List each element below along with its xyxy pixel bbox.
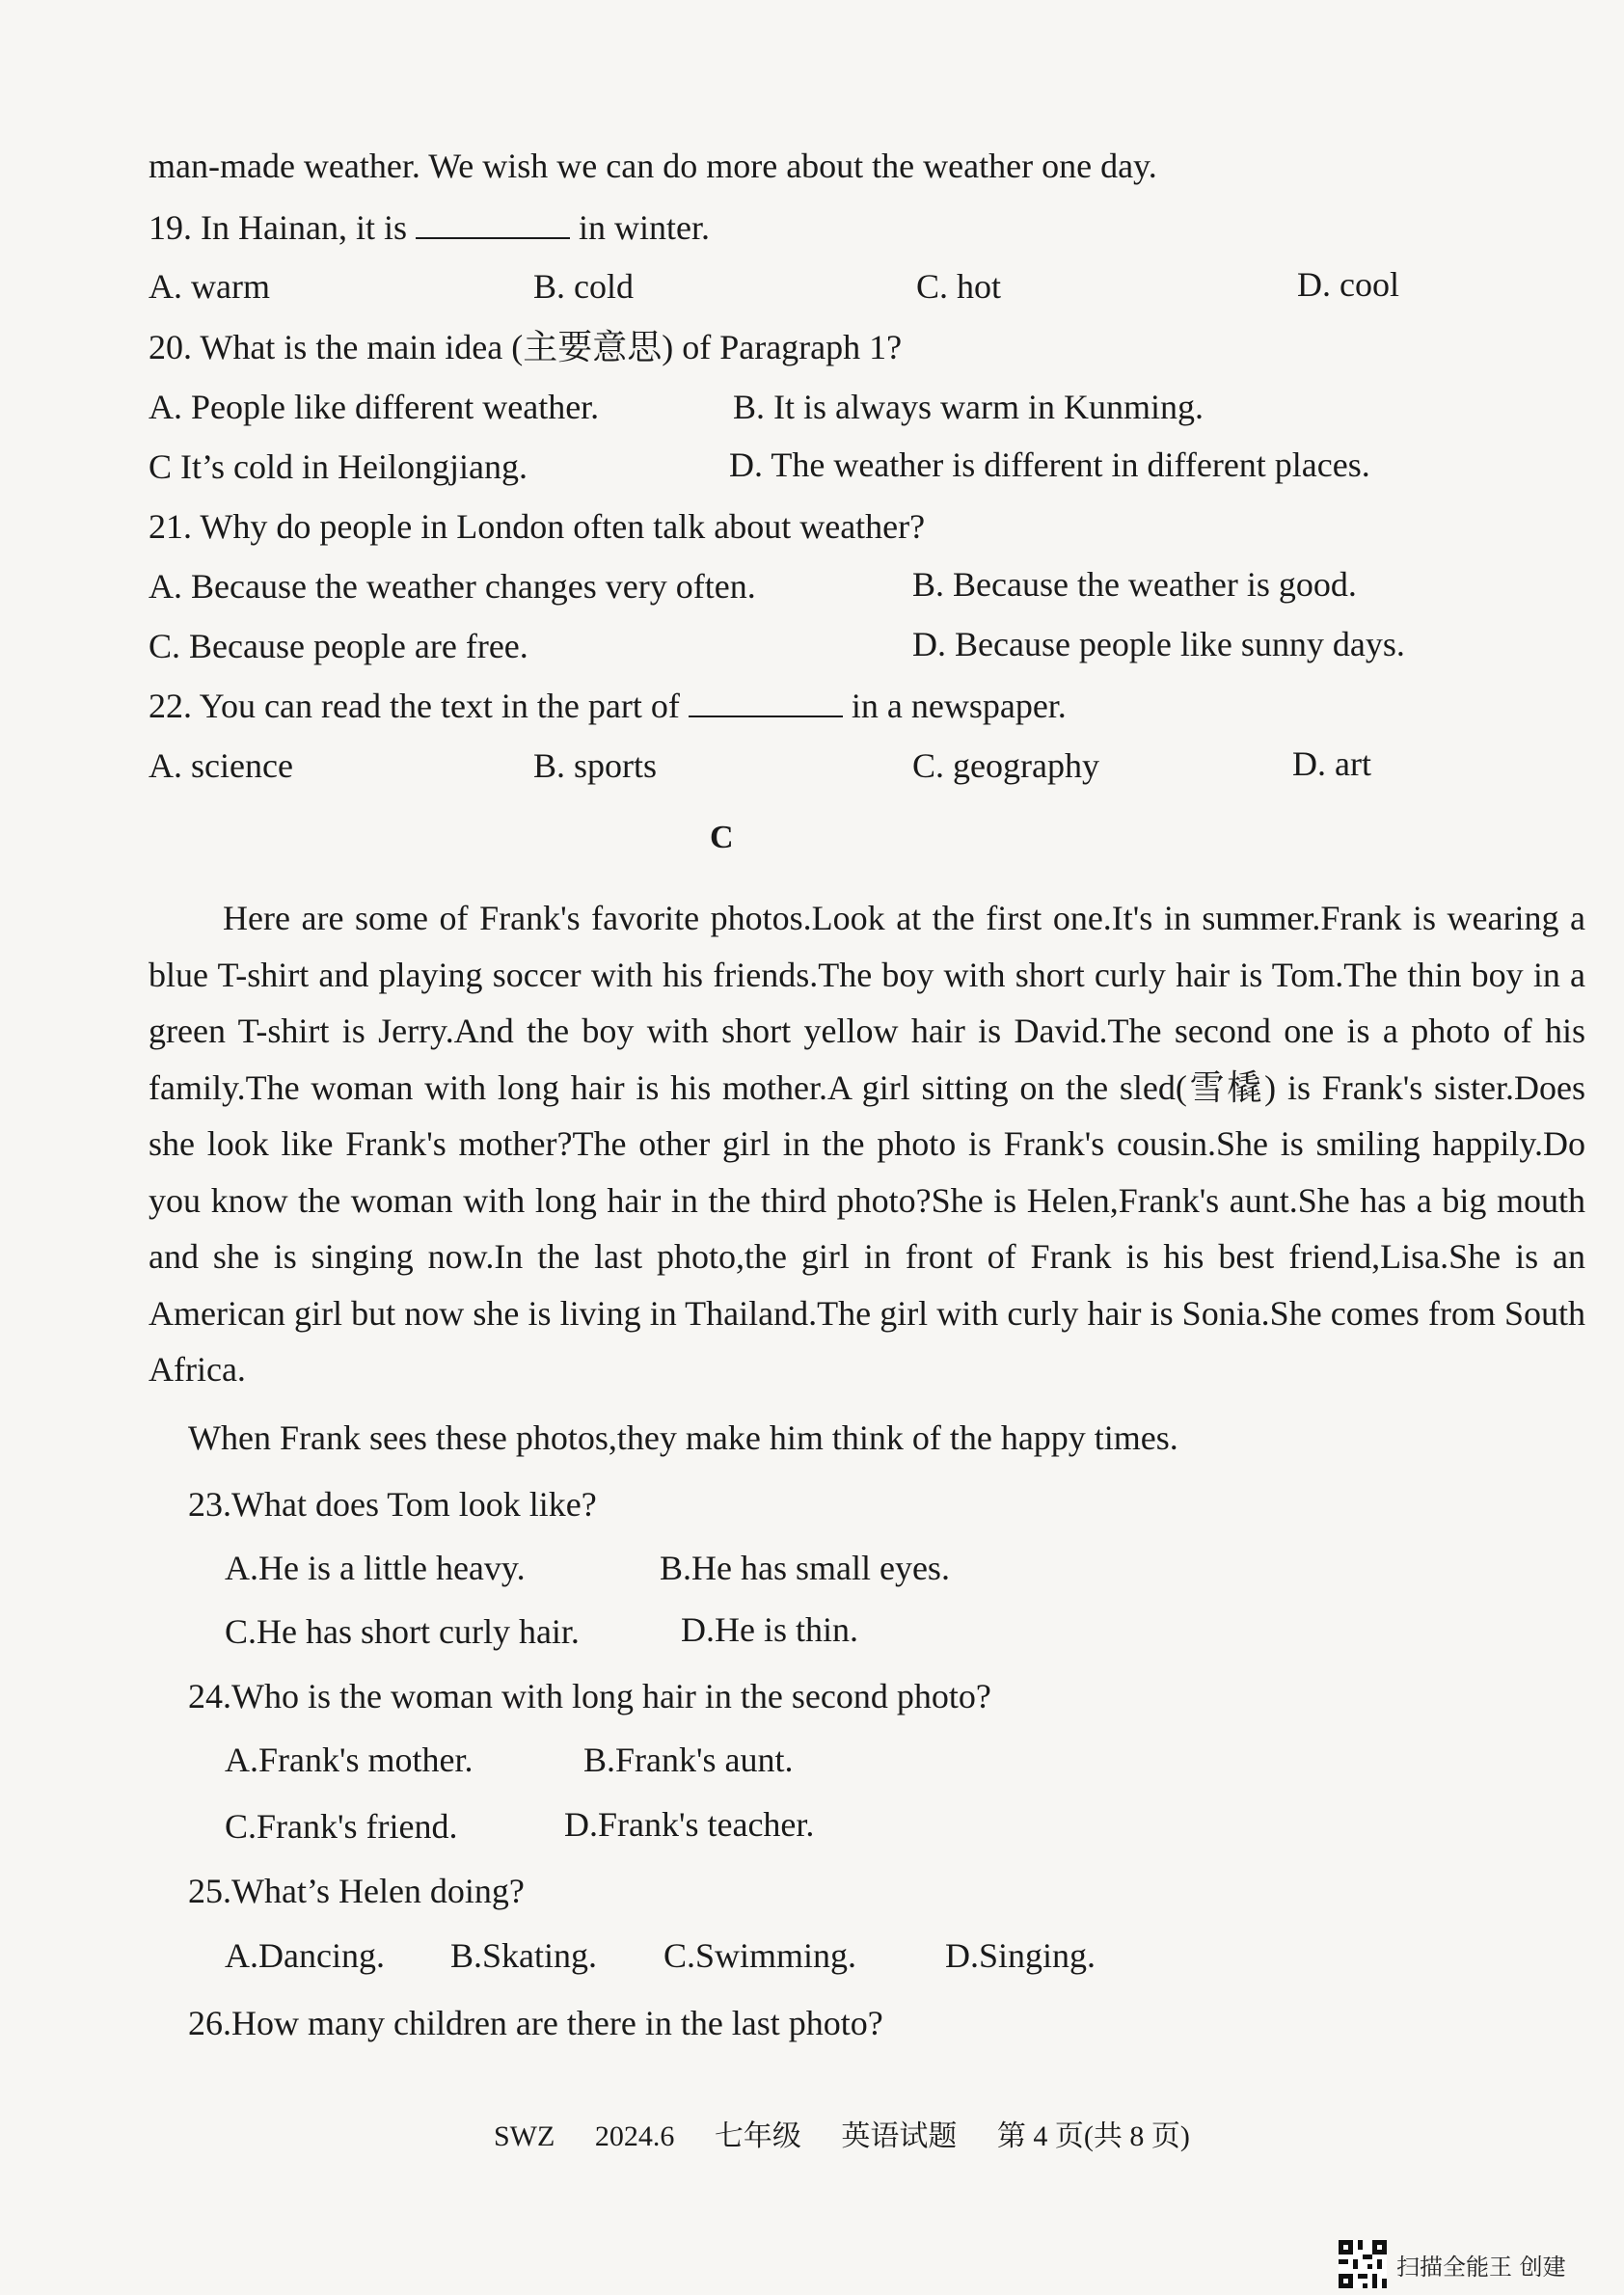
option-22-b: B. sports xyxy=(533,746,658,785)
option-22-a: A. science xyxy=(149,746,293,785)
section-heading: C xyxy=(710,820,734,855)
option-24-d: D.Frank's teacher. xyxy=(564,1805,815,1844)
question-19 xyxy=(149,206,710,249)
option-21-b: B. Because the weather is good. xyxy=(912,565,1357,604)
question-19-stem-end: in winter. xyxy=(578,208,710,247)
footer-code: SWZ xyxy=(494,2120,555,2152)
option-25-c: C.Swimming. xyxy=(663,1936,857,1975)
option-23-d: D.He is thin. xyxy=(681,1610,858,1649)
option-25-d: D.Singing. xyxy=(945,1936,1096,1975)
option-19-c: C. hot xyxy=(916,267,1002,306)
option-24-b: B.Frank's aunt. xyxy=(583,1741,794,1779)
passage-paragraph: Here are some of Frank's favorite photos.Look at the first one.It's in summer.Frank is wearing a blue T-shirt and playing soccer with his friends.The boy with short curly hair is Tom.The thin boy in a green T-shirt is Jerry.And the boy with short yellow hair is David.The second one is a photo of his family.The woman with long hair is his mother.A girl sitting on the sled(雪橇) is Frank's sister.Does she look like Frank's mother?The other girl in the photo is Frank's cousin.She is smiling happily.Do you know the woman with long hair in the third photo?She is Helen,Frank's aunt.She has a big mouth and she is singing now.In the last photo,the girl in front of Frank is his best friend,Lisa.She is an American girl but now she is living in Thailand.The girl with curly hair is Sonia.She comes from South Africa. xyxy=(149,899,1585,1389)
question-22-stem-end: in a newspaper. xyxy=(851,687,1067,725)
qr-code-icon xyxy=(1339,2240,1387,2288)
option-22-c: C. geography xyxy=(912,746,1099,785)
option-23-c: C.He has short curly hair. xyxy=(225,1612,580,1651)
question-21: 21. Why do people in London often talk about weather? xyxy=(149,507,926,546)
reading-passage xyxy=(149,890,1585,1398)
option-19-a: A. warm xyxy=(149,267,270,306)
option-24-c: C.Frank's friend. xyxy=(225,1807,458,1846)
option-19-b: B. cold xyxy=(533,267,634,306)
passage-b-last-line: man-made weather. We wish we can do more about the weather one day. xyxy=(149,147,1157,185)
question-20: 20. What is the main idea (主要意思) of Paragraph 1? xyxy=(149,328,903,366)
option-20-d: D. The weather is different in different places. xyxy=(729,446,1370,484)
question-19-stem-start: 19. In Hainan, it is xyxy=(149,208,407,247)
question-22-stem-start: 22. You can read the text in the part of xyxy=(149,687,680,725)
question-22 xyxy=(149,685,1067,727)
scanner-watermark xyxy=(1339,2240,1566,2288)
option-21-d: D. Because people like sunny days. xyxy=(912,625,1405,663)
question-25: 25.What’s Helen doing? xyxy=(188,1872,525,1910)
option-23-a: A.He is a little heavy. xyxy=(225,1549,526,1587)
footer-page-number: 第 4 页(共 8 页) xyxy=(996,2120,1190,2152)
answer-blank xyxy=(416,208,570,239)
option-20-b: B. It is always warm in Kunming. xyxy=(733,388,1204,426)
question-26: 26.How many children are there in the last photo? xyxy=(188,2004,883,2042)
option-23-b: B.He has small eyes. xyxy=(660,1549,950,1587)
option-25-a: A.Dancing. xyxy=(225,1936,385,1975)
option-25-b: B.Skating. xyxy=(450,1936,598,1975)
option-21-a: A. Because the weather changes very often. xyxy=(149,567,756,606)
watermark-text: 扫描全能王 创建 xyxy=(1396,2253,1566,2281)
question-23: 23.What does Tom look like? xyxy=(188,1485,597,1524)
page-footer xyxy=(494,2118,1223,2156)
option-24-a: A.Frank's mother. xyxy=(225,1741,474,1779)
footer-subject: 英语试题 xyxy=(841,2120,958,2152)
question-24: 24.Who is the woman with long hair in the second photo? xyxy=(188,1677,991,1715)
option-20-c: C It’s cold in Heilongjiang. xyxy=(149,447,528,486)
footer-date: 2024.6 xyxy=(594,2120,675,2152)
option-21-c: C. Because people are free. xyxy=(149,627,528,665)
option-20-a: A. People like different weather. xyxy=(149,388,600,426)
option-22-d: D. art xyxy=(1292,744,1371,783)
option-19-d: D. cool xyxy=(1297,265,1399,304)
answer-blank xyxy=(689,687,843,717)
passage-closing-line: When Frank sees these photos,they make him think of the happy times. xyxy=(188,1418,1178,1457)
footer-grade: 七年级 xyxy=(714,2120,801,2152)
